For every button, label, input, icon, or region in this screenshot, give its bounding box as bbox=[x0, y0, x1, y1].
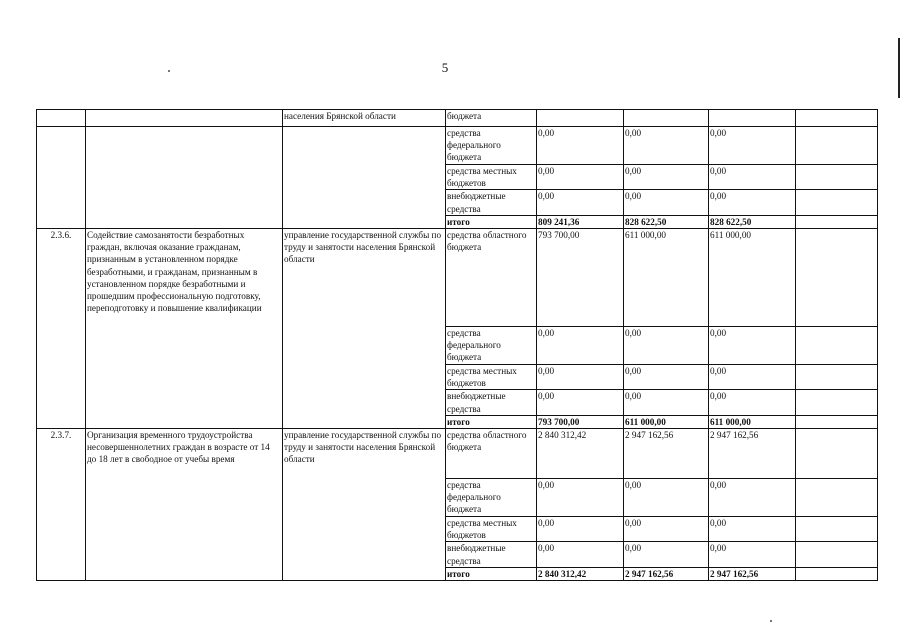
budget-table bbox=[36, 109, 878, 581]
item-name-cell bbox=[86, 110, 283, 127]
executor-cell: населения Брянской области bbox=[283, 110, 446, 127]
item-name-cell: Организация временного трудоустройства несовершеннолетних граждан в возрасте от 14 до 18 лет в свободное от учебы время bbox=[86, 429, 283, 581]
total-amount-cell: 809 241,36 bbox=[537, 215, 624, 228]
amount-cell: 0,00 bbox=[624, 542, 709, 567]
funding-source-cell: средства федерального бюджета bbox=[446, 127, 537, 165]
amount-cell: 0,00 bbox=[709, 190, 796, 215]
scan-speck bbox=[770, 620, 772, 622]
scan-speck bbox=[168, 70, 170, 72]
table-row bbox=[37, 110, 878, 127]
table-row bbox=[37, 229, 878, 327]
executor-cell: управление государственной службы по труду и занятости населения Брянской области bbox=[283, 429, 446, 581]
amount-cell: 0,00 bbox=[709, 542, 796, 567]
total-amount-cell: 2 840 312,42 bbox=[537, 567, 624, 580]
funding-source-cell: бюджета bbox=[446, 110, 537, 127]
funding-source-cell: средства федерального бюджета bbox=[446, 479, 537, 517]
amount-cell: 0,00 bbox=[709, 390, 796, 415]
amount-cell: 0,00 bbox=[537, 165, 624, 190]
total-amount-cell: 2 947 162,56 bbox=[624, 567, 709, 580]
amount-cell: 0,00 bbox=[624, 190, 709, 215]
amount-cell: 611 000,00 bbox=[709, 229, 796, 327]
amount-cell: 0,00 bbox=[709, 327, 796, 365]
amount-cell: 0,00 bbox=[624, 390, 709, 415]
funding-source-cell: внебюджетные средства bbox=[446, 190, 537, 215]
total-amount-cell: 793 700,00 bbox=[537, 415, 624, 428]
table-row bbox=[37, 429, 878, 479]
funding-source-cell: средства федерального бюджета bbox=[446, 327, 537, 365]
amount-cell: 0,00 bbox=[624, 327, 709, 365]
total-label-cell: итого bbox=[446, 415, 537, 428]
item-name-cell bbox=[86, 127, 283, 229]
executor-cell: управление государственной службы по труду и занятости населения Брянской области bbox=[283, 229, 446, 429]
funding-source-cell: внебюджетные средства bbox=[446, 390, 537, 415]
total-label-cell: итого bbox=[446, 215, 537, 228]
item-number-cell: 2.3.6. bbox=[37, 229, 86, 429]
total-amount-cell: 611 000,00 bbox=[624, 415, 709, 428]
total-label-cell: итого bbox=[446, 567, 537, 580]
amount-cell: 0,00 bbox=[537, 365, 624, 390]
amount-cell: 0,00 bbox=[709, 127, 796, 165]
amount-cell: 0,00 bbox=[624, 127, 709, 165]
amount-cell: 2 947 162,56 bbox=[624, 429, 709, 479]
amount-cell: 0,00 bbox=[537, 327, 624, 365]
total-amount-cell: 828 622,50 bbox=[709, 215, 796, 228]
table-row bbox=[37, 127, 878, 165]
funding-source-cell: средства областного бюджета bbox=[446, 229, 537, 327]
total-amount-cell: 828 622,50 bbox=[624, 215, 709, 228]
amount-cell: 0,00 bbox=[624, 365, 709, 390]
amount-cell: 2 947 162,56 bbox=[709, 429, 796, 479]
amount-cell: 0,00 bbox=[537, 190, 624, 215]
amount-cell: 0,00 bbox=[624, 517, 709, 542]
amount-cell: 2 840 312,42 bbox=[537, 429, 624, 479]
funding-source-cell: средства местных бюджетов bbox=[446, 165, 537, 190]
amount-cell: 611 000,00 bbox=[624, 229, 709, 327]
amount-cell: 793 700,00 bbox=[537, 229, 624, 327]
scan-edge-mark bbox=[898, 38, 900, 98]
total-amount-cell: 2 947 162,56 bbox=[709, 567, 796, 580]
amount-cell: 0,00 bbox=[537, 390, 624, 415]
page-number: 5 bbox=[441, 60, 449, 75]
item-number-cell bbox=[37, 127, 86, 229]
amount-cell: 0,00 bbox=[709, 479, 796, 517]
funding-source-cell: внебюджетные средства bbox=[446, 542, 537, 567]
amount-cell: 0,00 bbox=[709, 517, 796, 542]
amount-cell: 0,00 bbox=[624, 479, 709, 517]
amount-cell: 0,00 bbox=[709, 365, 796, 390]
item-number-cell: 2.3.7. bbox=[37, 429, 86, 581]
amount-cell: 0,00 bbox=[709, 165, 796, 190]
amount-cell: 0,00 bbox=[537, 479, 624, 517]
item-name-cell: Содействие самозанятости безработных граждан, включая оказание гражданам, признанным в установленном порядке безработными, и гражданам, признанным в установленном порядке безработными и прошедшим профессиональную подготовку, переподготовку и повышение квалификации bbox=[86, 229, 283, 429]
executor-cell bbox=[283, 127, 446, 229]
amount-cell: 0,00 bbox=[624, 165, 709, 190]
funding-source-cell: средства областного бюджета bbox=[446, 429, 537, 479]
item-number-cell bbox=[37, 110, 86, 127]
amount-cell: 0,00 bbox=[537, 127, 624, 165]
amount-cell: 0,00 bbox=[537, 542, 624, 567]
funding-source-cell: средства местных бюджетов bbox=[446, 365, 537, 390]
total-amount-cell: 611 000,00 bbox=[709, 415, 796, 428]
amount-cell: 0,00 bbox=[537, 517, 624, 542]
funding-source-cell: средства местных бюджетов bbox=[446, 517, 537, 542]
